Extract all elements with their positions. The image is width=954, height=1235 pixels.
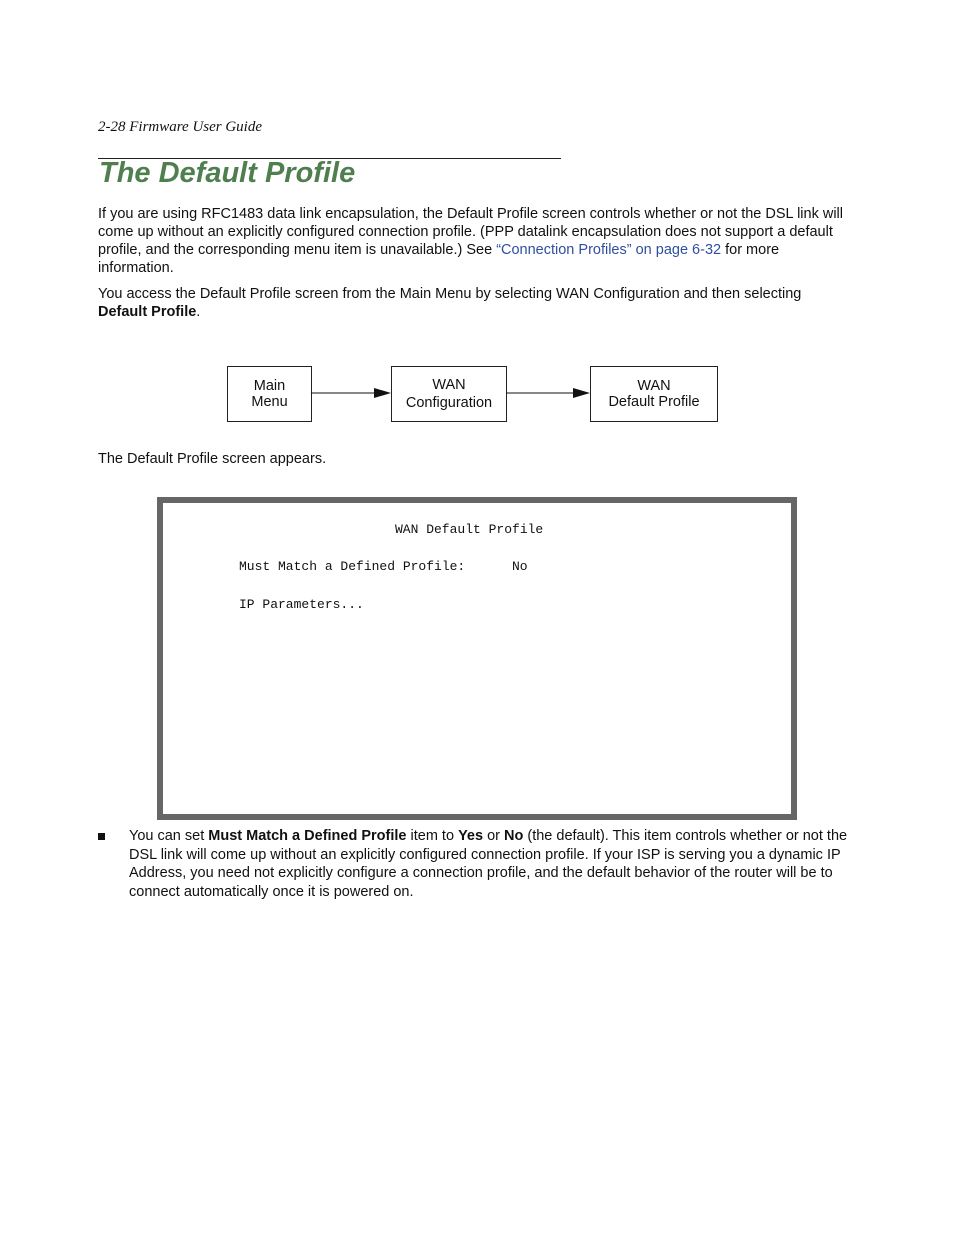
- intro-text: If you are using RFC1483 data link encapsulation, the Default Profile screen controls whether or not the DSL link will come up without an explicitly configured connection profile. (PPP datalink encapsulation does not support a default profile, and the corresponding menu item is unavailable.) See: [98, 206, 843, 258]
- flow-arrowhead: [573, 388, 590, 398]
- section-title: The Default Profile: [99, 157, 356, 189]
- intro-tail: for more information.: [98, 242, 780, 276]
- must-match-label: Must Match a Defined Profile:: [239, 559, 466, 574]
- flow-box-line: WAN: [637, 378, 671, 394]
- bullet-text: You can set: [129, 828, 209, 844]
- access-bold: Default Profile: [98, 304, 197, 320]
- flow-box-line: Main: [253, 378, 286, 394]
- ip-parameters-item[interactable]: IP Parameters...: [239, 597, 364, 612]
- connection-profiles-link[interactable]: “Connection Profiles” on page 6-32: [496, 242, 722, 258]
- screen-title: WAN Default Profile: [395, 522, 544, 537]
- bullet-bold: No: [504, 828, 524, 844]
- terminal-screen: [157, 497, 797, 820]
- flow-box-line: Configuration: [405, 395, 493, 411]
- bullet-bold: Yes: [458, 828, 484, 844]
- screen-appears-text: The Default Profile screen appears.: [98, 451, 327, 467]
- flow-box-line: WAN: [432, 377, 466, 393]
- access-tail: .: [196, 304, 201, 320]
- bullet-bold: Must Match a Defined Profile: [208, 828, 407, 844]
- must-match-value[interactable]: No: [512, 559, 528, 574]
- bullet-text: or: [483, 828, 505, 844]
- bullet-text: item to: [406, 828, 459, 844]
- access-text: You access the Default Profile screen from the Main Menu by selecting WAN Configuration and then selecting: [98, 286, 802, 302]
- bullet-square-icon: [98, 833, 105, 840]
- flow-box-line: Default Profile: [608, 394, 700, 410]
- flow-arrowhead: [374, 388, 391, 398]
- page-header: 2-28 Firmware User Guide: [98, 119, 263, 135]
- bullet-text: (the default). This item controls whether or not the DSL link will come up without an explicitly configured connection profile. If your ISP is serving you a dynamic IP Address, you need not explicitly configure a connection profile, and the default behavior of the router will be to connect automatically once it is powered on.: [129, 828, 848, 900]
- flow-box-line: Menu: [251, 394, 288, 410]
- bullet-paragraph: [129, 827, 855, 901]
